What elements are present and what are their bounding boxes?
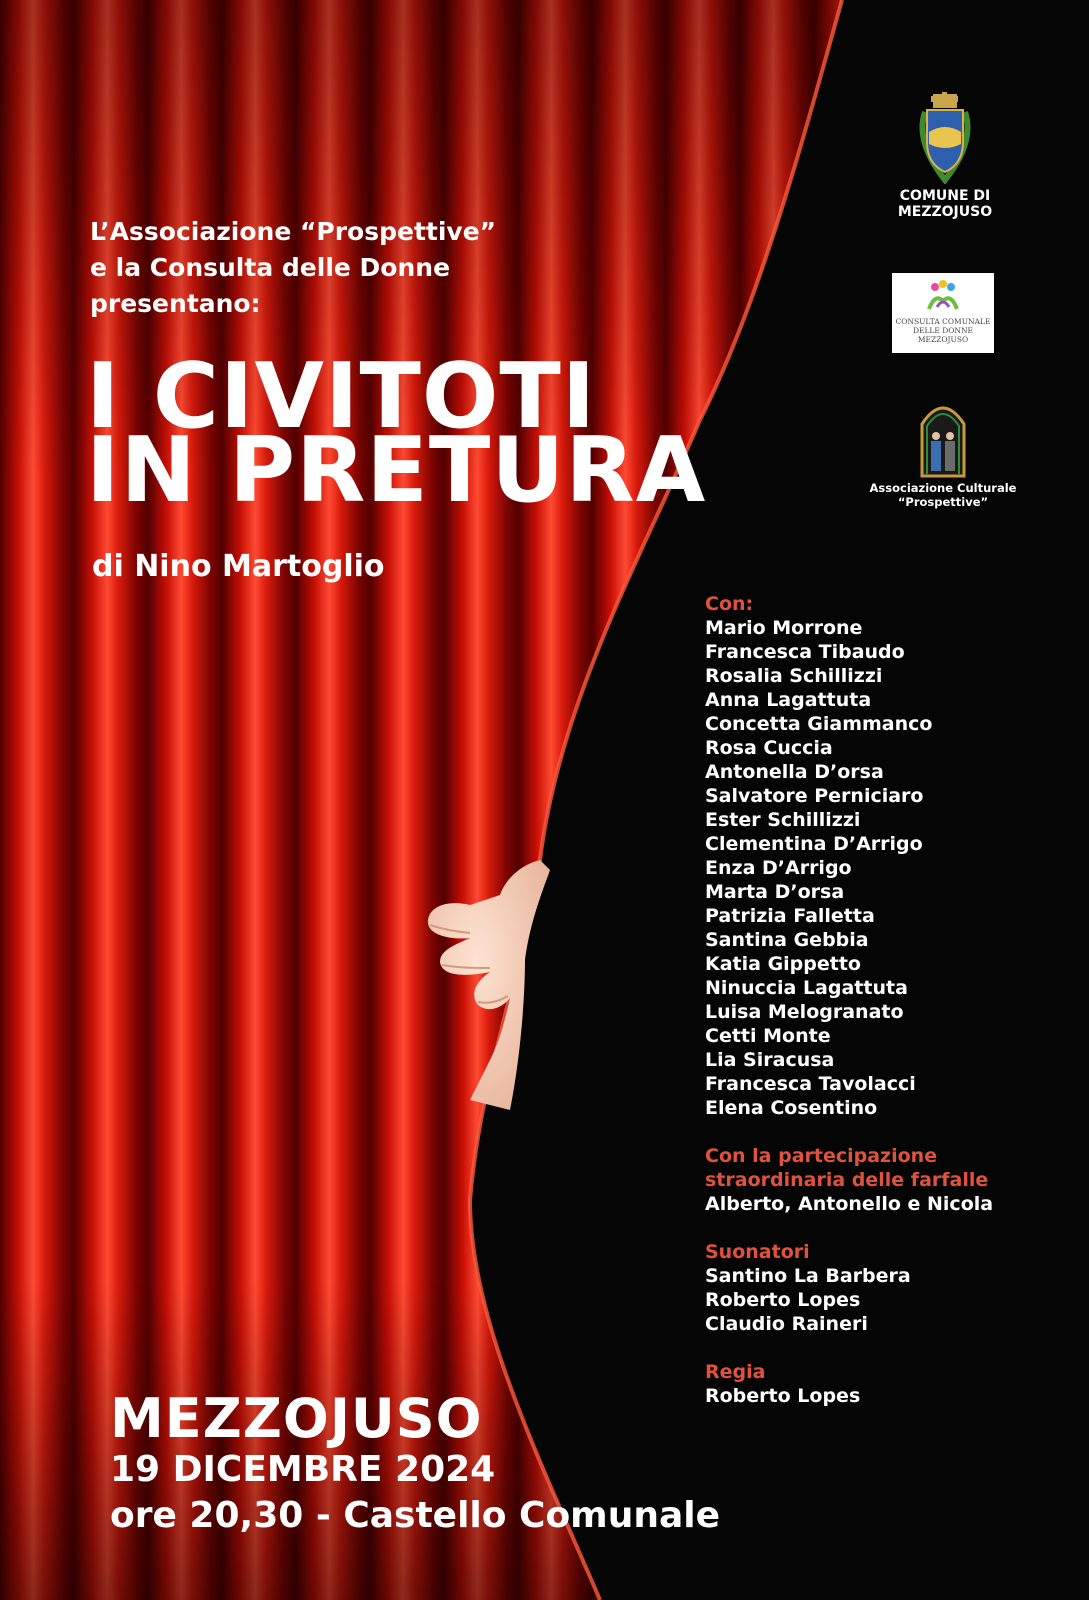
cast-member: Mario Morrone xyxy=(705,617,863,639)
colorful-figures-icon xyxy=(923,279,963,311)
cast-member: Katia Gippetto xyxy=(705,953,861,975)
coat-of-arms-icon xyxy=(905,92,985,184)
director-name: Roberto Lopes xyxy=(705,1385,861,1407)
musician: Claudio Raineri xyxy=(705,1313,868,1335)
musicians-label: Suonatori xyxy=(705,1241,810,1263)
show-title-line: I CIVITOTI xyxy=(86,344,597,449)
cast-member: Antonella D’orsa xyxy=(705,761,884,783)
associazione-line: Associazione Culturale xyxy=(869,481,1017,495)
cast-member: Elena Cosentino xyxy=(705,1097,878,1119)
cast-member: Marta D’orsa xyxy=(705,881,845,903)
credits-column xyxy=(705,592,993,1432)
cast-group xyxy=(705,592,993,1120)
director-group xyxy=(705,1360,993,1408)
presenters-line: e la Consulta delle Donne xyxy=(90,253,451,282)
cast-member: Anna Lagattuta xyxy=(705,689,872,711)
musicians-group xyxy=(705,1240,993,1336)
event-info xyxy=(110,1389,720,1541)
cast-member: Santina Gebbia xyxy=(705,929,869,951)
cast-member: Clementina D’Arrigo xyxy=(705,833,923,855)
consulta-logo xyxy=(892,273,994,353)
presenters-line: presentano: xyxy=(90,289,261,318)
cast-member: Rosa Cuccia xyxy=(705,737,833,759)
cast-member: Ester Schillizzi xyxy=(705,809,861,831)
event-time-place: ore 20,30 - Castello Comunale xyxy=(110,1495,720,1536)
cast-member: Lia Siracusa xyxy=(705,1049,835,1071)
associazione-logo xyxy=(858,396,1028,509)
cast-label: Con: xyxy=(705,593,754,615)
special-label-line: straordinaria delle farfalle xyxy=(705,1169,989,1191)
show-title xyxy=(86,344,707,523)
presenters-line: L’Associazione “Prospettive” xyxy=(90,217,497,246)
cast-member: Ninuccia Lagattuta xyxy=(705,977,908,999)
event-date: 19 DICEMBRE 2024 xyxy=(110,1449,496,1490)
musician: Santino La Barbera xyxy=(705,1265,911,1287)
presenters-text xyxy=(90,214,496,322)
comune-name-line: MEZZOJUSO xyxy=(897,204,993,220)
associazione-line: “Prospettive” xyxy=(897,495,989,509)
cast-member: Concetta Giammanco xyxy=(705,713,933,735)
special-label-line: Con la partecipazione xyxy=(705,1145,938,1167)
comune-name-line: COMUNE DI xyxy=(899,188,991,204)
consulta-text xyxy=(892,317,994,344)
cast-member: Patrizia Falletta xyxy=(705,905,875,927)
special-group xyxy=(705,1144,993,1216)
author-text: di Nino Martoglio xyxy=(92,549,385,584)
event-city: MEZZOJUSO xyxy=(110,1387,483,1450)
cast-member: Luisa Melogranato xyxy=(705,1001,904,1023)
special-guest: Alberto, Antonello e Nicola xyxy=(705,1193,994,1215)
cast-member: Enza D’Arrigo xyxy=(705,857,852,879)
consulta-line: DELLE DONNE xyxy=(912,326,974,335)
cast-member: Rosalia Schillizzi xyxy=(705,665,883,687)
consulta-line: CONSULTA COMUNALE xyxy=(895,317,991,326)
musician: Roberto Lopes xyxy=(705,1289,861,1311)
show-title-line: IN PRETURA xyxy=(86,418,707,523)
cast-member: Francesca Tibaudo xyxy=(705,641,905,663)
director-label: Regia xyxy=(705,1361,766,1383)
comune-logo xyxy=(870,92,1020,220)
two-figures-arch-icon xyxy=(918,396,968,478)
cast-member: Francesca Tavolacci xyxy=(705,1073,916,1095)
cast-member: Cetti Monte xyxy=(705,1025,831,1047)
consulta-line: MEZZOJUSO xyxy=(917,335,969,344)
cast-member: Salvatore Perniciaro xyxy=(705,785,924,807)
